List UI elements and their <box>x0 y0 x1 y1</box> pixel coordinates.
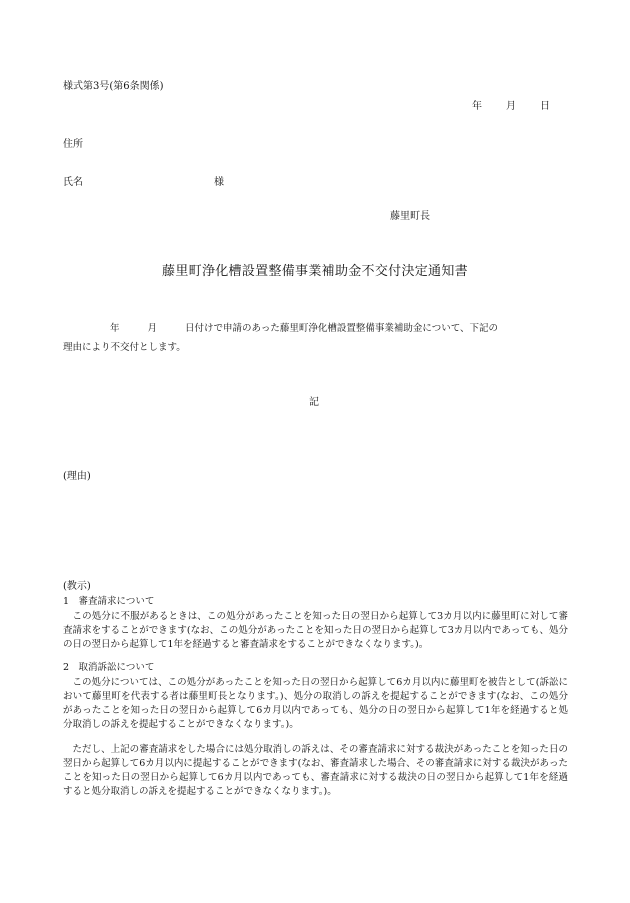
body-line-1 <box>110 322 498 336</box>
address-label: 住所 <box>63 139 83 150</box>
section2-text-2: ただし、上記の審査請求をした場合には処分取消しの訴えは、その審査請求に対する裁決があったことを知った日の翌日から起算して6カ月以内に提起することができます(なお、審査請求した場合、その審査請求に対する裁決があったことを知った日の翌日から起算して6カ月以内であっても、審査請求に対する裁決の日の翌日から起算して1年を経過すると処分取消しの訴えを提起することができなくなります。)。 <box>63 744 568 797</box>
section1-heading: 1 審査請求について <box>63 596 155 607</box>
issuer: 藤里町長 <box>390 211 430 222</box>
issue-date-day: 日 <box>540 101 550 112</box>
document-title: 藤里町浄化槽設置整備事業補助金不交付決定通知書 <box>162 264 468 279</box>
section2-text-1: この処分については、この処分があったことを知った日の翌日から起算して6カ月以内に藤里町を被告として(訴訟において藤里町を代表する者は藤里町長となります。)、処分の取消しの訴えを提起することができます(なお、この処分があったことを知った日の翌日から起算して6カ月以内であっても、処分の日の翌日から起算して1年を経過すると処分取消しの訴えを提起することができなくなります。)。 <box>63 677 568 730</box>
reason-label: (理由) <box>63 471 91 482</box>
application-month: 月 <box>147 323 158 334</box>
name-label: 氏名 <box>63 177 83 188</box>
ki-marker: 記 <box>309 397 319 408</box>
body-text-line1: 日付けで申請のあった藤里町浄化槽設置整備事業補助金について、下記の <box>185 323 499 334</box>
issue-date-month: 月 <box>506 101 516 112</box>
section1-text: この処分に不服があるときは、この処分があったことを知った日の翌日から起算して3カ月以内に藤里町に対して審査請求をすることができます(なお、この処分があったことを知った日の翌日から起算して3カ月以内であっても、処分の日の翌日から起算して1年を経過すると審査請求をすることができなくなります。)。 <box>63 611 568 650</box>
section2-heading: 2 取消訴訟について <box>63 662 155 673</box>
notice-label: (教示) <box>63 581 91 592</box>
body-text-line2: 理由により不交付とします。 <box>63 342 186 353</box>
issue-date-year: 年 <box>472 101 482 112</box>
honorific: 様 <box>214 177 224 188</box>
issue-date <box>472 100 550 114</box>
form-number: 様式第3号(第6条関係) <box>63 81 164 92</box>
application-year: 年 <box>110 323 120 334</box>
